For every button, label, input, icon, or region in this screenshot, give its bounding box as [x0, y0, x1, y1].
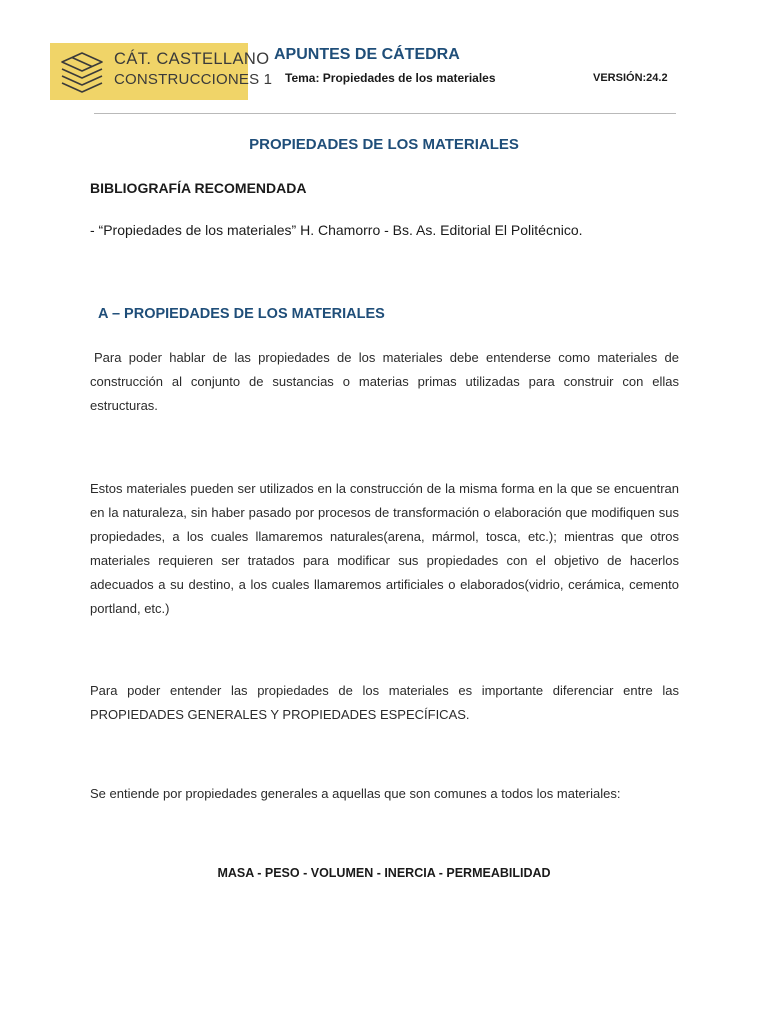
stacked-layers-icon: [57, 50, 107, 94]
document-title: PROPIEDADES DE LOS MATERIALES: [249, 136, 519, 153]
header-version: VERSIÓN:24.2: [593, 72, 668, 84]
bibliography-item: - “Propiedades de los materiales” H. Chamorro - Bs. As. Editorial El Politécnico.: [90, 222, 583, 238]
logo-text-line1: CÁT. CASTELLANO: [114, 50, 270, 68]
bibliography-heading: BIBLIOGRAFÍA RECOMENDADA: [90, 180, 307, 196]
paragraph-natural-artificial: Estos materiales pueden ser utilizados en la construcción de la misma forma en la que se encuentran en la naturaleza, sin haber pasado por procesos de transformación o elaboración que modifiquen sus propiedades, a los cuales llamaremos naturales(arena, mármol, tosca, etc.); mientras que otros materiales requieren ser tratados para modificar sus propiedades con el objetivo de hacerlos adecuados a su destino, a los cuales llamaremos artificiales o elaborados(vidrio, cerámica, cemento portland, etc.): [90, 481, 679, 616]
header-topic: Tema: Propiedades de los materiales: [285, 71, 496, 85]
general-properties-list: MASA - PESO - VOLUMEN - INERCIA - PERMEABILIDAD: [217, 866, 551, 880]
paragraph-general-properties-intro: Se entiende por propiedades generales a aquellas que son comunes a todos los materiales:: [90, 786, 621, 801]
paragraph-definition: Para poder hablar de las propiedades de los materiales debe entenderse como materiales de construcción al conjunto de sustancias o materias primas utilizadas para construir con ellas estructuras.: [90, 350, 679, 413]
header-title: APUNTES DE CÁTEDRA: [274, 46, 460, 63]
logo-text-line2: CONSTRUCCIONES 1: [114, 71, 273, 88]
catedra-logo: [50, 43, 273, 100]
section-a-heading: A – PROPIEDADES DE LOS MATERIALES: [98, 306, 385, 322]
paragraph-general-specific: Para poder entender las propiedades de los materiales es importante diferenciar entre las PROPIEDADES GENERALES Y PROPIEDADES ESPECÍFICAS.: [90, 683, 679, 722]
header-divider: [94, 113, 676, 114]
